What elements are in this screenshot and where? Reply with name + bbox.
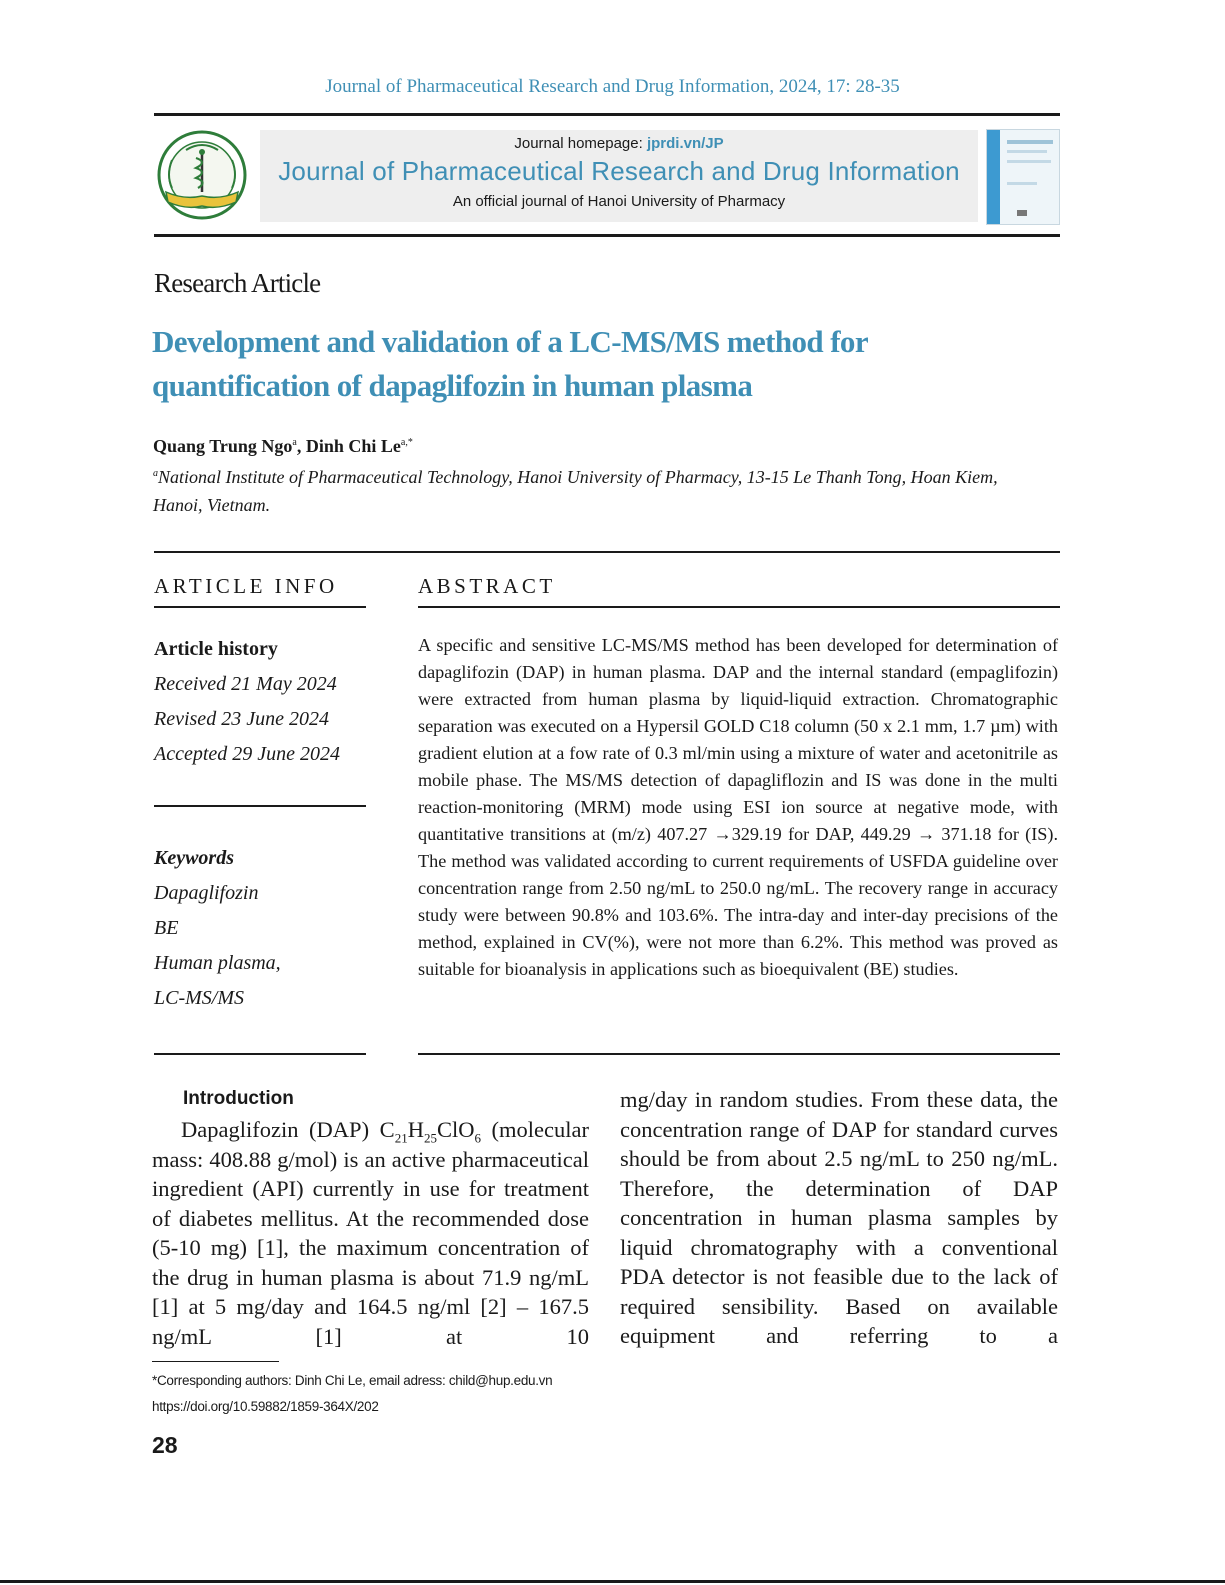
homepage-line [260,135,978,152]
formula-part: C [379,1117,395,1142]
university-logo [152,130,252,224]
author-affiliation-mark: a,* [400,437,413,448]
running-head: Journal of Pharmaceutical Research and Drug Information, 2024, 17: 28-35 [325,76,900,97]
introduction-paragraph [152,1115,589,1351]
affiliation [153,460,1043,519]
intro-text: Dapaglifozin (DAP) [181,1117,380,1142]
introduction-left-column [152,1115,589,1351]
revised-date: Revised 23 June 2024 [154,708,329,730]
abstract-heading: ABSTRACT [418,574,556,598]
article-title: Development and validation of a LC-MS/MS method for quantification of dapaglifozin in human plasma [152,324,868,403]
footnote [152,1368,552,1420]
author-name: Quang Trung Ngo [153,436,293,456]
abstract-rule [418,606,1060,608]
article-info-heading: ARTICLE INFO [154,574,338,598]
header-rule-bottom [154,234,1060,237]
journal-subtitle: An official journal of Hanoi University of Pharmacy [452,193,786,210]
header-rule-top [154,113,1060,116]
article-info-rule [154,606,366,608]
journal-cover-image [986,129,1060,225]
intro-text: (molecular mass: 408.88 g/mol) is an active pharmaceutical ingredient (API) currently in use for treatment of diabetes mellitus. At the recommended dose (5-10 mg) [1], the maximum concentration of the drug in human plasma is about 71.9 ng/mL [1] at 5 mg/day and 164.5 ng/ml [2] – 167.5 ng/mL [1] at 10 [152,1117,590,1349]
homepage-label: Journal homepage: [514,135,647,152]
author-separator: , [296,436,306,456]
keywords-heading: Keywords [154,847,234,869]
author-list [153,436,413,457]
homepage-link[interactable]: jprdi.vn/JP [646,135,724,152]
history-heading: Article history [154,638,278,660]
keyword: LC-MS/MS [154,987,244,1009]
corresponding-author-note: *Corresponding authors: Dinh Chi Le, email adress: child@hup.edu.vn [152,1373,553,1388]
formula-subscript: 6 [474,1130,481,1146]
keywords-block [154,841,281,1016]
page-number: 28 [152,1432,178,1458]
keyword: BE [154,917,179,939]
history-rule [154,805,366,807]
keyword: Dapaglifozin [154,882,259,904]
molecular-formula [379,1117,481,1146]
formula-part: ClO [436,1117,475,1142]
keywords-rule [154,1053,366,1055]
introduction-right-column: mg/day in random studies. From these data, the concentration range of DAP for standard curves should be from about 2.5 ng/mL to 250 ng/mL. Therefore, the determination of DAP concentration in human plasma samples by liquid chromatography with a conventional PDA detector is not feasible due to the lack of required sensibility. Based on available equipment and referring to a [620,1087,1058,1348]
formula-subscript: 21 [394,1130,408,1146]
article-type: Research Article [154,268,321,298]
abstract-end-rule [418,1053,1060,1055]
author-affiliation-mark: a [292,437,297,448]
formula-part: H [407,1117,424,1142]
affiliation-text: National Institute of Pharmaceutical Technology, Hanoi University of Pharmacy, 13-15 Le Thanh Tong, Hoan Kiem, Hanoi, Vietnam. [153,467,998,515]
article-history [154,632,340,772]
affiliation-mark: a [153,468,158,479]
abstract-text: A specific and sensitive LC-MS/MS method has been developed for determination of dapaglifozin (DAP) in human plasma. DAP and the internal standard (empaglifozin) were extracted from human plasma by liquid-liquid extraction. Chromatographic separation was executed on a Hypersil GOLD C18 column (50 x 2.1 mm, 1.7 µm) with gradient elution at a fow rate of 0.3 ml/min using a mixture of water and acetonitrile as mobile phase. The MS/MS detection of dapagliflozin and IS was done in the multi reaction-monitoring (MRM) mode using ESI ion source at negative mode, with quantitative transitions at (m/z) 407.27 →329.19 for DAP, 449.29 → 371.18 for (IS). The method was validated according to current requirements of USFDA guideline over concentration range from 2.50 ng/mL to 250.0 ng/mL. The recovery range in accuracy study were between 90.8% and 103.6%. The intra-day and inter-day precisions of the method, explained in CV(%), were not more than 6.2%. This method was proved as suitable for bioanalysis in applications such as bioequivalent (BE) studies. [418,635,1058,979]
accepted-date: Accepted 29 June 2024 [154,743,341,765]
keyword: Human plasma, [154,952,281,974]
received-date: Received 21 May 2024 [154,673,337,695]
footnote-rule [152,1361,279,1362]
formula-subscript: 25 [423,1130,437,1146]
journal-banner [260,130,978,222]
introduction-heading: Introduction [183,1088,294,1109]
journal-title: Journal of Pharmaceutical Research and Drug Information [278,156,960,186]
author-name: Dinh Chi Le [305,436,401,456]
section-rule [154,551,1060,553]
page-bottom-border [0,1580,1225,1583]
doi-link[interactable]: https://doi.org/10.59882/1859-364X/202 [152,1399,379,1414]
